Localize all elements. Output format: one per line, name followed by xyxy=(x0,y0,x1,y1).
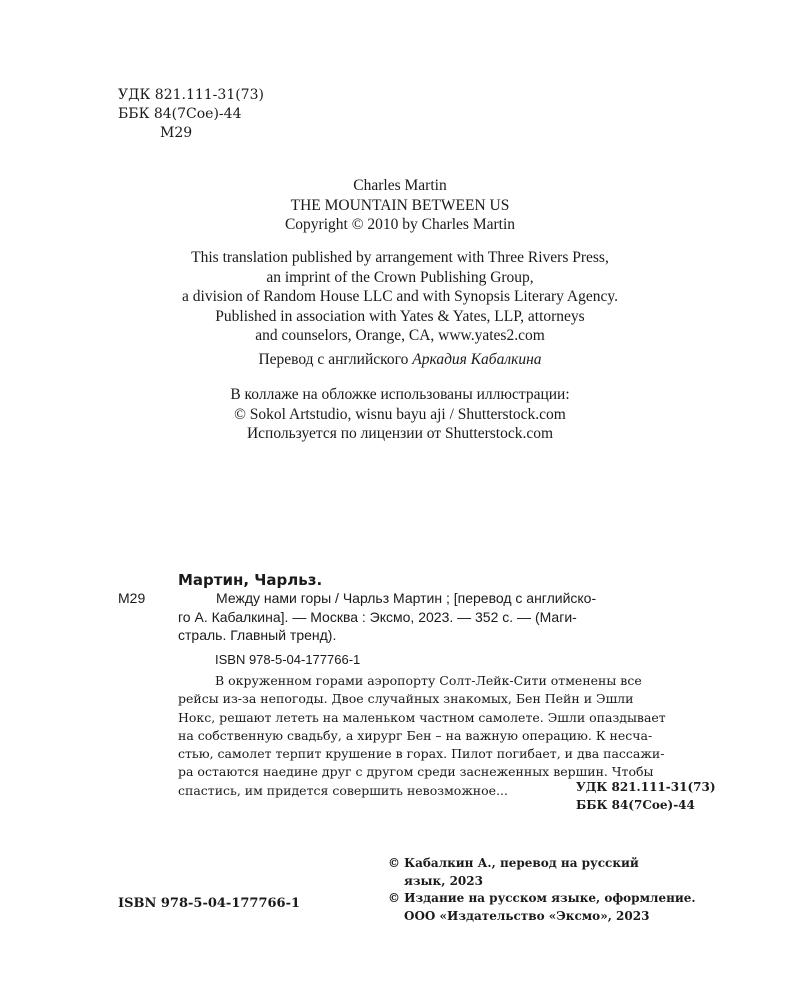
edition-copyright: © Издание на русском языке, оформление. xyxy=(388,891,696,906)
udk-code-bottom: УДК 821.111-31(73) xyxy=(576,780,716,794)
copyright-notices xyxy=(388,855,696,925)
translator-copyright: © Кабалкин А., перевод на русский xyxy=(388,856,639,870)
bibliographic-isbn: ISBN 978-5-04-177766-1 xyxy=(215,652,361,667)
original-copyright: Copyright © 2010 by Charles Martin xyxy=(284,216,516,233)
classification-codes-top xyxy=(118,86,264,143)
bibliographic-line: страль. Главный тренд). xyxy=(178,627,337,643)
isbn-bottom: ISBN 978-5-04-177766-1 xyxy=(118,896,301,911)
classification-codes-bottom xyxy=(576,778,716,814)
bbk-code: ББК 84(7Сое)-44 xyxy=(118,106,242,122)
cover-notice xyxy=(0,385,800,444)
rights-line: and counselors, Orange, CA, www.yates2.com xyxy=(255,327,545,344)
annotation-line: на собственную свадьбу, а хирург Бен – на важную операцию. К несча- xyxy=(178,727,653,743)
cover-line: В коллаже на обложке использованы иллюстрации: xyxy=(230,386,570,403)
author-mark: М29 xyxy=(160,125,193,141)
bibliographic-author-heading: Мартин, Чарльз. xyxy=(178,571,323,589)
original-title: THE MOUNTAIN BETWEEN US xyxy=(290,196,510,214)
bibliographic-author-code: М29 xyxy=(118,590,146,606)
cover-line: Используется по лицензии от Shutterstock.com xyxy=(246,425,554,442)
annotation-line: спастись, им придется совершить невозможное... xyxy=(178,782,508,798)
translation-label: Перевод с английского xyxy=(258,351,409,368)
publisher-copyright: ООО «Издательство «Эксмо», 2023 xyxy=(404,908,650,923)
bbk-code-bottom: ББК 84(7Сое)-44 xyxy=(576,798,695,812)
translation-credit xyxy=(0,350,800,370)
rights-notice xyxy=(0,248,800,346)
bibliographic-line: Между нами горы / Чарльз Мартин ; [перевод с английско- xyxy=(216,590,597,606)
cover-line: © Sokol Artstudio, wisnu bayu aji / Shutterstock.com xyxy=(234,405,566,423)
original-author: Charles Martin xyxy=(353,177,447,194)
annotation-line: ра остаются наедине друг с другом среди заснеженных вершин. Чтобы xyxy=(178,764,654,780)
rights-line: a division of Random House LLC and with Synopsis Literary Agency. xyxy=(182,288,618,305)
translator-copyright-cont: язык, 2023 xyxy=(404,873,483,888)
annotation-line: Нокс, решают лететь на маленьком частном самолете. Эшли опаздывает xyxy=(178,709,666,725)
bibliographic-line: го А. Кабалкина]. — Москва : Эксмо, 2023. — 352 с. — (Маги- xyxy=(178,608,577,625)
translator-name: Аркадия Кабалкина xyxy=(412,351,542,368)
rights-line: an imprint of the Crown Publishing Group, xyxy=(266,268,534,286)
original-title-block xyxy=(0,176,800,235)
annotation-line: рейсы из-за непогоды. Двое случайных знакомых, Бен Пейн и Эшли xyxy=(178,691,634,707)
rights-line: This translation published by arrangement with Three Rivers Press, xyxy=(191,249,609,266)
bibliographic-description xyxy=(178,589,718,645)
annotation-line: В окруженном горами аэропорту Солт-Лейк-Сити отменены все xyxy=(215,673,642,688)
udk-code: УДК 821.111-31(73) xyxy=(118,87,264,103)
rights-line: Published in association with Yates & Yates, LLP, attorneys xyxy=(215,307,585,325)
annotation-line: стью, самолет терпит крушение в горах. Пилот погибает, и два пассажи- xyxy=(178,746,665,762)
